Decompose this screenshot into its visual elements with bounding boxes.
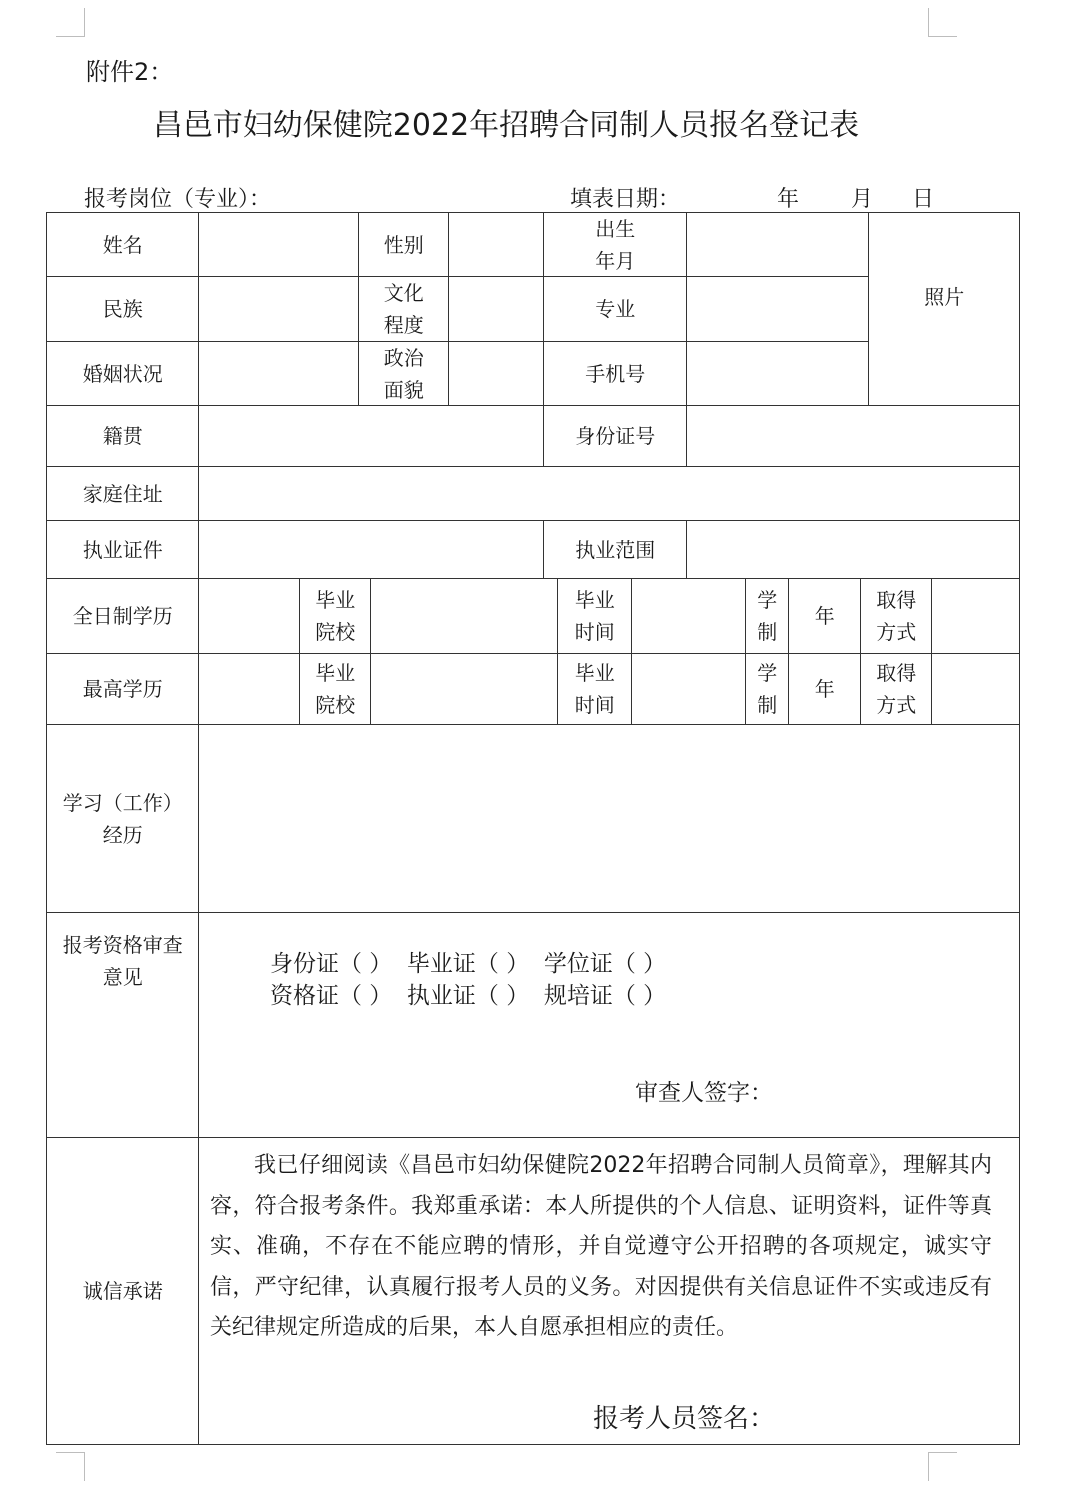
- label-grad-time: 毕业 时间: [557, 578, 632, 654]
- label-practice-scope: 执业范围: [543, 520, 687, 579]
- label-license: 执业证件: [46, 520, 199, 579]
- field-native-place[interactable]: [198, 405, 544, 467]
- field-method[interactable]: [931, 653, 1020, 725]
- label-birth: 出生 年月: [543, 212, 687, 277]
- field-marital[interactable]: [198, 341, 359, 406]
- label-political: 政治 面貌: [358, 341, 449, 406]
- field-phone[interactable]: [686, 341, 869, 406]
- field-political[interactable]: [448, 341, 544, 406]
- field-education[interactable]: [448, 276, 544, 342]
- field-license[interactable]: [198, 520, 544, 579]
- field-practice-scope[interactable]: [686, 520, 1020, 579]
- field-address[interactable]: [198, 466, 1020, 521]
- pledge-text: 我已仔细阅读《昌邑市妇幼保健院2022年招聘合同制人员简章》，理解其内容，符合报考条件。我郑重承诺：本人所提供的个人信息、证明资料，证件等真实、准确，不存在不能应聘的情形，并自觉遵守公开招聘的各项规定，诚实守信，严守纪律，认真履行报考人员的义务。对因提供有关信息证件不实或违反有关纪律规定所造成的后果，本人自愿承担相应的责任。: [210, 1153, 992, 1340]
- label-ethnicity: 民族: [46, 276, 199, 342]
- checklist-line-1[interactable]: 身份证（ ） 毕业证（ ） 学位证（ ）: [270, 951, 667, 977]
- label-name: 姓名: [46, 212, 199, 277]
- label-duration: 学 制: [745, 653, 789, 725]
- label-grad-school: 毕业 院校: [299, 578, 371, 654]
- year-label: 年: [777, 187, 800, 212]
- label-education: 文化 程度: [358, 276, 449, 342]
- field-major[interactable]: [686, 276, 869, 342]
- review-box: [198, 912, 1020, 1138]
- checklist-line-2[interactable]: 资格证（ ） 执业证（ ） 规培证（ ）: [270, 983, 667, 1009]
- crop-mark-top-left: [56, 8, 85, 37]
- field-grad-school[interactable]: [370, 578, 558, 654]
- photo-box: 照片: [868, 212, 1020, 406]
- day-label: 日: [912, 187, 935, 212]
- label-marital: 婚姻状况: [46, 341, 199, 406]
- position-label: 报考岗位（专业）：: [84, 187, 272, 212]
- crop-mark-top-right: [928, 8, 957, 37]
- label-id-number: 身份证号: [543, 405, 687, 467]
- label-duration: 学 制: [745, 578, 789, 654]
- field-gender[interactable]: [448, 212, 544, 277]
- label-review: 报考资格审查 意见: [46, 912, 199, 1138]
- reviewer-signature-label: 审查人签字：: [635, 1080, 773, 1106]
- field-ethnicity[interactable]: [198, 276, 359, 342]
- label-method: 取得 方式: [860, 653, 932, 725]
- label-major: 专业: [543, 276, 687, 342]
- page-title: 昌邑市妇幼保健院2022年招聘合同制人员报名登记表: [152, 108, 860, 143]
- field-birth[interactable]: [686, 212, 869, 277]
- field-fulltime-education[interactable]: [198, 578, 300, 654]
- field-highest-education[interactable]: [198, 653, 300, 725]
- field-experience[interactable]: [198, 724, 1020, 913]
- label-address: 家庭住址: [46, 466, 199, 521]
- label-grad-time: 毕业 时间: [557, 653, 632, 725]
- date-label: 填表日期：: [570, 187, 681, 212]
- label-fulltime-education: 全日制学历: [46, 578, 199, 654]
- label-grad-school: 毕业 院校: [299, 653, 371, 725]
- label-phone: 手机号: [543, 341, 687, 406]
- label-experience: 学习（工作） 经历: [46, 724, 199, 913]
- label-highest-education: 最高学历: [46, 653, 199, 725]
- label-gender: 性别: [358, 212, 449, 277]
- label-method: 取得 方式: [860, 578, 932, 654]
- crop-mark-bottom-right: [928, 1452, 957, 1481]
- field-grad-school[interactable]: [370, 653, 558, 725]
- qualification-checklist: [270, 948, 666, 1012]
- field-duration-years[interactable]: 年: [788, 653, 861, 725]
- label-integrity: 诚信承诺: [46, 1137, 199, 1445]
- applicant-signature-label: 报考人员签名：: [593, 1404, 776, 1434]
- field-duration-years[interactable]: 年: [788, 578, 861, 654]
- attachment-label: 附件2：: [86, 58, 174, 86]
- field-id-number[interactable]: [686, 405, 1020, 467]
- label-native-place: 籍贯: [46, 405, 199, 467]
- crop-mark-bottom-left: [56, 1452, 85, 1481]
- field-method[interactable]: [931, 578, 1020, 654]
- field-grad-time[interactable]: [631, 653, 746, 725]
- month-label: 月: [851, 187, 874, 212]
- field-name[interactable]: [198, 212, 359, 277]
- field-grad-time[interactable]: [631, 578, 746, 654]
